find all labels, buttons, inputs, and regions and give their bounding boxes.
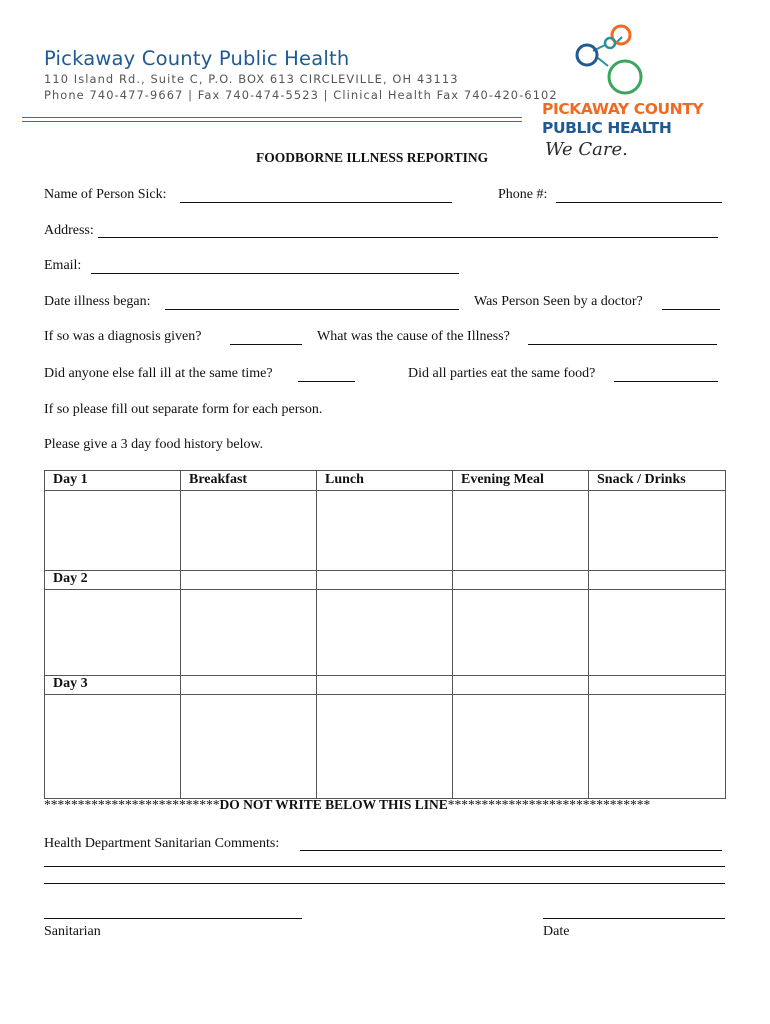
food-history-table (44, 470, 726, 799)
table-row (45, 695, 726, 799)
day3-snack-top[interactable] (589, 676, 726, 695)
col-snack-drinks: Snack / Drinks (589, 471, 726, 491)
doctor-field[interactable] (662, 309, 720, 310)
separate-form-note: If so please fill out separate form for each person. (44, 402, 323, 417)
col-lunch: Lunch (317, 471, 453, 491)
phone-field[interactable] (556, 202, 722, 203)
day3-label: Day 3 (45, 676, 181, 695)
day3-evening-cell[interactable] (453, 695, 589, 799)
day2-day-cell[interactable] (45, 590, 181, 676)
logo-line2: PUBLIC HEALTH (542, 119, 672, 137)
day2-label: Day 2 (45, 571, 181, 590)
col-day1: Day 1 (45, 471, 181, 491)
org-contact: Phone 740-477-9667 | Fax 740-474-5523 | Clinical Health Fax 740-420-6102 (44, 88, 558, 102)
day3-breakfast-top[interactable] (181, 676, 317, 695)
logo-line1: PICKAWAY COUNTY (542, 100, 704, 118)
food-history-note: Please give a 3 day food history below. (44, 437, 264, 452)
day2-lunch-top[interactable] (317, 571, 453, 590)
address-field[interactable] (98, 237, 718, 238)
others-ill-label: Did anyone else fall ill at the same time? (44, 366, 273, 381)
day1-evening-cell[interactable] (453, 491, 589, 571)
day2-snack-cell[interactable] (589, 590, 726, 676)
day3-lunch-top[interactable] (317, 676, 453, 695)
col-breakfast: Breakfast (181, 471, 317, 491)
day2-evening-top[interactable] (453, 571, 589, 590)
day2-lunch-cell[interactable] (317, 590, 453, 676)
diagnosis-field[interactable] (230, 344, 302, 345)
comments-field-line2[interactable] (44, 866, 725, 867)
same-food-label: Did all parties eat the same food? (408, 366, 596, 381)
table-header-row (45, 471, 726, 491)
table-row (45, 590, 726, 676)
do-not-write-line: **************************DO NOT WRITE BELOW THIS LINE****************************** (44, 797, 651, 812)
day1-day-cell[interactable] (45, 491, 181, 571)
email-field[interactable] (91, 273, 459, 274)
day3-snack-cell[interactable] (589, 695, 726, 799)
same-food-field[interactable] (614, 381, 718, 382)
org-address: 110 Island Rd., Suite C, P.O. BOX 613 CIRCLEVILLE, OH 43113 (44, 72, 459, 86)
logo-circles-icon (570, 22, 650, 100)
day2-snack-top[interactable] (589, 571, 726, 590)
cause-label: What was the cause of the Illness? (317, 329, 510, 344)
day1-lunch-cell[interactable] (317, 491, 453, 571)
col-evening-meal: Evening Meal (453, 471, 589, 491)
date-illness-label: Date illness began: (44, 294, 151, 309)
address-label: Address: (44, 223, 94, 238)
date-illness-field[interactable] (165, 309, 459, 310)
day1-breakfast-cell[interactable] (181, 491, 317, 571)
day2-evening-cell[interactable] (453, 590, 589, 676)
name-label: Name of Person Sick: (44, 187, 167, 202)
day3-evening-top[interactable] (453, 676, 589, 695)
table-row (45, 491, 726, 571)
comments-field-line1[interactable] (300, 850, 722, 851)
comments-field-line3[interactable] (44, 883, 725, 884)
email-label: Email: (44, 258, 82, 273)
sanitarian-signature-field[interactable] (44, 918, 302, 919)
form-title: FOODBORNE ILLNESS REPORTING (256, 150, 489, 165)
phone-label: Phone #: (498, 187, 548, 202)
logo-tagline: We Care. (545, 139, 628, 160)
day2-breakfast-cell[interactable] (181, 590, 317, 676)
day2-breakfast-top[interactable] (181, 571, 317, 590)
day1-snack-cell[interactable] (589, 491, 726, 571)
diagnosis-label: If so was a diagnosis given? (44, 329, 202, 344)
day3-lunch-cell[interactable] (317, 695, 453, 799)
sanitarian-label: Sanitarian (44, 924, 101, 939)
name-field[interactable] (180, 202, 452, 203)
others-ill-field[interactable] (298, 381, 355, 382)
day3-breakfast-cell[interactable] (181, 695, 317, 799)
day3-day-cell[interactable] (45, 695, 181, 799)
header-rule-top (22, 117, 522, 118)
cause-field[interactable] (528, 344, 717, 345)
table-row (45, 676, 726, 695)
comments-label: Health Department Sanitarian Comments: (44, 836, 280, 851)
signature-date-label: Date (543, 924, 570, 939)
doctor-label: Was Person Seen by a doctor? (474, 294, 643, 309)
org-name: Pickaway County Public Health (44, 47, 350, 70)
header-rule-bottom (22, 121, 522, 122)
signature-date-field[interactable] (543, 918, 725, 919)
table-row (45, 571, 726, 590)
